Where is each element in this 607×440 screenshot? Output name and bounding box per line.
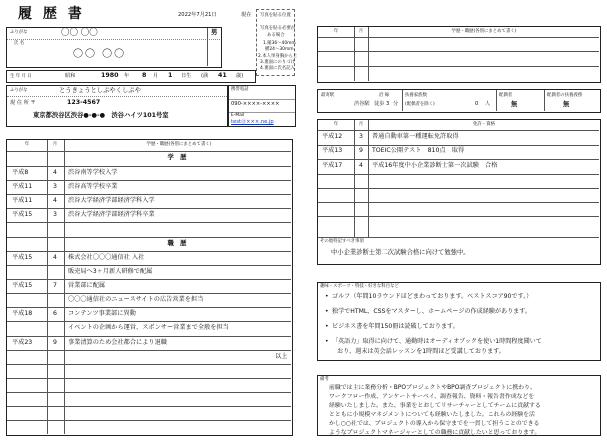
work-month: 4 [53, 254, 57, 261]
license-col-year: 年 [333, 122, 339, 127]
photo-box-line: 横24～30mm [265, 47, 294, 52]
license-text: 普通自動車第一種運転免許取得 [372, 133, 459, 140]
right-page [310, 0, 607, 440]
address-furigana-label: ふりがな [10, 88, 28, 93]
era-value: 昭和 [65, 73, 76, 79]
edu-year: 平成11 [12, 197, 33, 204]
bullet-icon: • [325, 293, 329, 300]
hobby-item: 「英語力」取得に向けて、通勤時はオーディオブックを使い1時間程度聞いて [332, 338, 542, 345]
remarks-line: 経験いたしました。また、事業をとおしてリサーチャーとしてチームに貢献する [329, 403, 541, 409]
dependents-sub: (配偶者を除く) [405, 102, 435, 107]
other-notes-text: 中小企業診断士第二次試験合格に向けて勉強中。 [331, 249, 470, 256]
remarks-line: とともに小規模マネジメントについても経験いたしました。これらの経験を活 [329, 412, 535, 418]
licenses-table [317, 119, 601, 265]
walk-label: 徒歩 [374, 101, 385, 107]
other-notes-label: その他特記すべき事項 [320, 239, 364, 244]
photo-box-line: 2.本人単身胸から上 [258, 54, 298, 59]
license-month: 4 [359, 162, 363, 169]
history-end-text: 以上 [275, 353, 288, 360]
remarks-box [317, 375, 601, 436]
bullet-icon: • [325, 323, 329, 330]
station-value: 渋谷駅 [354, 101, 370, 107]
date-suffix: 現在 [241, 12, 252, 18]
hobby-item: ビジネス書を年間150冊は読破しております。 [332, 323, 459, 330]
dependents-value: 0 [475, 101, 479, 107]
license-col-content: 免許・資格 [473, 122, 495, 127]
spouse-value: 無 [511, 101, 518, 108]
day-unit: 日生 [181, 73, 192, 79]
work-text: 事業清算のため会社都合により退職 [68, 339, 167, 346]
edu-text: 渋谷大学経済学部経済学科入学 [68, 197, 155, 204]
license-year: 平成17 [322, 162, 343, 169]
work-text: 株式会社〇〇〇通信社 入社 [68, 254, 145, 261]
furigana-label: ふりがな [10, 30, 28, 35]
birth-year: 1980 [101, 72, 119, 79]
furigana-value: 〇〇 〇〇 [61, 28, 98, 38]
license-col-month: 月 [358, 122, 364, 127]
age-suffix: 歳) [236, 73, 244, 79]
photo-box [256, 9, 298, 76]
photo-box-line: 1.縦36～40mm [263, 41, 296, 46]
dependents-unit: 人 [485, 101, 491, 107]
edu-year: 平成11 [12, 183, 33, 190]
edu-month: 3 [53, 211, 57, 218]
age-prefix: (満 [201, 73, 209, 79]
work-month: 6 [53, 310, 57, 317]
address-furigana-value: とうきょうとしぶやくしぶや [59, 87, 141, 94]
birth-label: 生 年 月 日 [10, 74, 32, 79]
history-col-month: 月 [52, 142, 58, 147]
contact-block [228, 85, 296, 127]
hobbies-box [317, 282, 601, 361]
line-label: 沿 線 [379, 93, 390, 98]
date-text: 2022年7月21日 [178, 12, 217, 18]
year-unit: 年 [124, 73, 130, 79]
edu-month: 3 [53, 183, 57, 190]
hobby-item: おり、週末は英会話レッスンを1時間ほど受講しております。 [337, 348, 505, 355]
photo-box-line: 写真を貼る位置 [260, 13, 291, 18]
age-value: 41 [218, 72, 227, 79]
name-label: 氏 名 [14, 41, 25, 46]
email-label: E-Mail [231, 113, 245, 118]
remarks-line: ワークフロー作成、アンケートサーベイ、調査報告、資料・報告書作成などを [329, 394, 535, 400]
bullet-icon: • [325, 338, 329, 345]
photo-box-line: 3.裏面にのりづけ [260, 60, 295, 65]
edu-year: 平成15 [12, 211, 33, 218]
history-continuation-table [317, 26, 601, 83]
edu-text: 渋谷大学経済学部経済学科卒業 [68, 211, 155, 218]
phone-value: 090-××××-×××× [231, 101, 280, 107]
edu-text: 渋谷南等学校入学 [68, 169, 118, 176]
remarks-line: 前職では主に業務分析・BPOプロジェクトやBPO調査プロジェクトに携わり、 [329, 385, 536, 391]
license-text: TOEIC公開テスト 810点 取得 [372, 147, 465, 154]
history-table [6, 139, 293, 436]
walk-unit: 分 [393, 101, 399, 107]
hobby-item: 独学でHTML、CSSをマスターし、ホームページの作成経験があります。 [332, 308, 531, 315]
work-year: 平成15 [12, 254, 33, 261]
left-page [0, 0, 300, 440]
work-year: 平成15 [12, 282, 33, 289]
spouse-duty-label: 配偶者の扶養義務 [547, 93, 583, 98]
work-year: 平成23 [12, 339, 33, 346]
photo-box-line: 4.裏面に氏名記入 [260, 66, 295, 71]
bullet-icon: • [325, 308, 329, 315]
dependents-label: 扶養家族数 [405, 93, 427, 98]
postal-label: 現 住 所 〒 [10, 100, 36, 106]
spouse-label: 配偶者 [499, 93, 513, 98]
edu-month: 4 [53, 197, 57, 204]
work-heading: 職 歴 [167, 240, 187, 247]
remarks-label: 備考 [320, 377, 329, 382]
license-month: 3 [359, 133, 363, 140]
name-value: 〇〇 〇〇 [73, 49, 127, 60]
work-month: 9 [53, 339, 57, 346]
edu-year: 平成8 [12, 169, 29, 176]
gender-value: 男 [211, 29, 218, 36]
license-month: 9 [359, 147, 363, 154]
document-title: 履 歴 書 [18, 6, 85, 22]
license-year: 平成12 [322, 133, 343, 140]
history-col-content: 学歴・職歴(各別にまとめて書く) [146, 142, 212, 147]
photo-box-line: ある場合 [267, 33, 285, 38]
edu-month: 4 [53, 169, 57, 176]
birth-day: 1 [168, 72, 173, 79]
cont-col-year: 年 [333, 29, 339, 34]
photo-box-line: 写真を貼る必要が [260, 26, 296, 31]
name-block [6, 27, 222, 68]
work-text: 販売局へ3ヶ月新人研修で配属 [68, 268, 153, 275]
history-col-year: 年 [24, 142, 30, 147]
remarks-line: かし○○社では、プロジェクトの導入から保守までを一貫して担うことのできる [329, 421, 540, 427]
cont-col-content: 学歴・職歴(各別にまとめて書く) [451, 29, 517, 34]
cont-col-month: 月 [358, 29, 364, 34]
work-text: コンテンツ事業部に異動 [68, 310, 136, 317]
spouse-duty-value: 無 [563, 101, 570, 108]
work-text: イベントの企画から運営、スポンサー営業まで全般を担当 [68, 324, 229, 331]
license-text: 平成16年度中小企業診断士第一次試験 合格 [372, 162, 498, 169]
month-unit: 月 [153, 73, 159, 79]
hobbies-label: 趣味・スポーツ・特技・好きな科目など [320, 284, 399, 289]
work-text: 営業部に配属 [68, 282, 106, 289]
address-block [6, 85, 228, 127]
email-value[interactable]: test＠×××.ne.jp [231, 119, 274, 125]
birth-month: 8 [142, 72, 147, 79]
work-year: 平成18 [12, 310, 33, 317]
phone-label: 携帯電話 [231, 87, 249, 92]
remarks-line: ようなプロジェクトマネージャーとしての職務に貢献したいと思っております。 [329, 430, 541, 436]
education-heading: 学 歴 [167, 154, 187, 161]
commute-row [317, 89, 601, 113]
address-value: 東京都渋谷区渋谷●-●-● 渋谷ハイツ101号室 [33, 112, 169, 119]
license-year: 平成13 [322, 147, 343, 154]
work-text: 〇〇〇通信社のニュースサイトの広告営業を担当 [68, 296, 204, 303]
hobby-item: ゴルフ（年間10ラウンドほどまわっております。ベストスコア90です。） [332, 293, 533, 300]
walk-minutes: 3 [386, 101, 390, 107]
work-month: 7 [53, 282, 57, 289]
birth-row [6, 70, 256, 83]
station-label: 最寄駅 [321, 93, 335, 98]
edu-text: 渋谷高等学校卒業 [68, 183, 118, 190]
postal-code: 123-4567 [67, 99, 101, 106]
